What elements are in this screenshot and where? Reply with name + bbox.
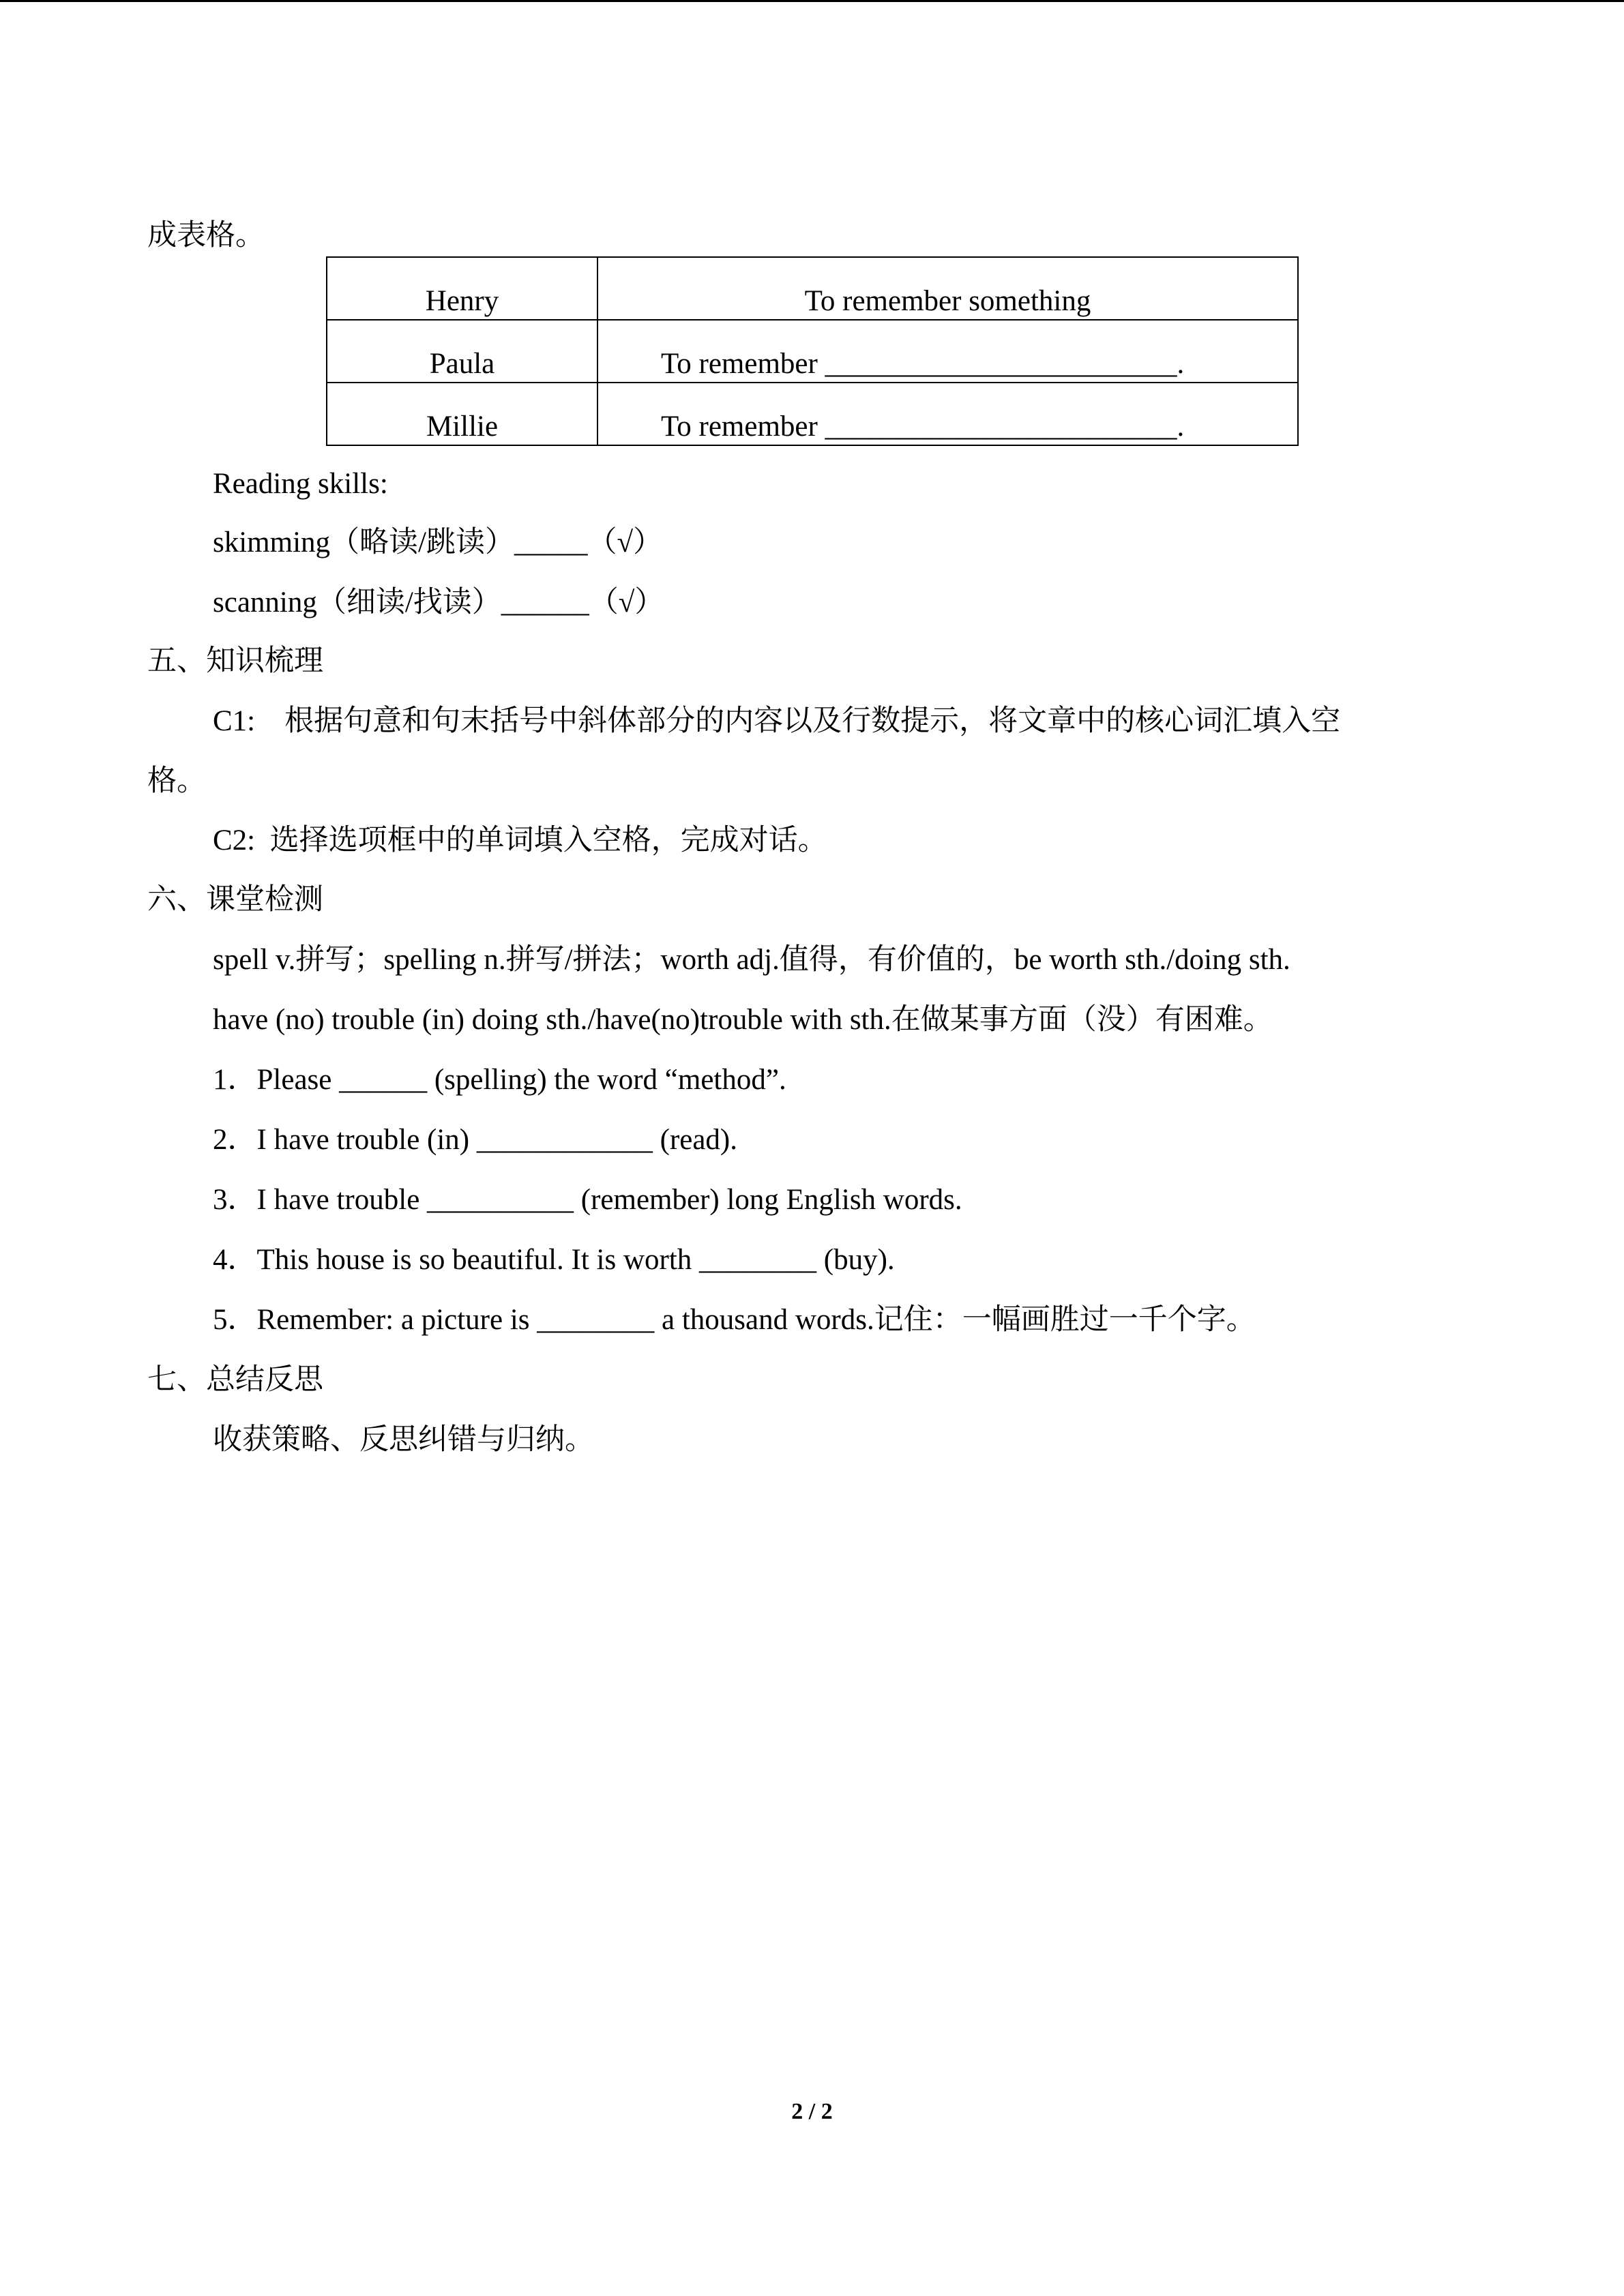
scanning-line: scanning（细读/找读）______（√） [213, 586, 664, 618]
memory-table [326, 256, 1299, 446]
reading-skills-title: Reading skills: [213, 468, 388, 500]
table-row [327, 320, 1298, 383]
table-cell-task: To remember something [597, 257, 1298, 320]
section7-body: 收获策略、反思纠错与归纳。 [213, 1424, 594, 1456]
vocab-note-2: have (no) trouble (in) doing sth./have(no)trouble with sth.在做某事方面（没）有困难。 [213, 1004, 1273, 1036]
vocab-note-1: spell v.拼写；spelling n.拼写/拼法；worth adj.值得，有价值的，be worth sth./doing sth. [213, 944, 1290, 976]
section6-heading: 六、课堂检测 [147, 884, 323, 916]
c1-line2: 格。 [147, 765, 206, 797]
exercise-item-4: 4．This house is so beautiful. It is worth ________ (buy). [213, 1244, 895, 1276]
table-cell-task: To remember ________________________. [597, 320, 1298, 383]
exercise-item-2: 2．I have trouble (in) ____________ (read). [213, 1124, 738, 1156]
table-row [327, 257, 1298, 320]
page-number: 2 / 2 [791, 2099, 833, 2124]
table-cell-name: Henry [327, 257, 597, 320]
table-cell-name: Millie [327, 383, 597, 445]
c2-line: C2: 选择选项框中的单词填入空格，完成对话。 [213, 824, 827, 856]
skimming-line: skimming（略读/跳读）_____（√） [213, 526, 663, 558]
exercise-item-1: 1．Please ______ (spelling) the word “method”. [213, 1064, 786, 1096]
exercise-item-5: 5．Remember: a picture is ________ a thousand words.记住：一幅画胜过一千个字。 [213, 1304, 1256, 1336]
section5-heading: 五、知识梳理 [147, 645, 323, 677]
exercise-item-3: 3．I have trouble __________ (remember) long English words. [213, 1184, 962, 1216]
intro-tail-text: 成表格。 [147, 220, 265, 252]
top-border-line [0, 0, 1624, 2]
section7-heading: 七、总结反思 [147, 1364, 323, 1396]
table-row [327, 383, 1298, 445]
table-cell-name: Paula [327, 320, 597, 383]
c1-line1: C1: 根据句意和句末括号中斜体部分的内容以及行数提示，将文章中的核心词汇填入空 [213, 705, 1341, 737]
table-cell-task: To remember ________________________. [597, 383, 1298, 445]
